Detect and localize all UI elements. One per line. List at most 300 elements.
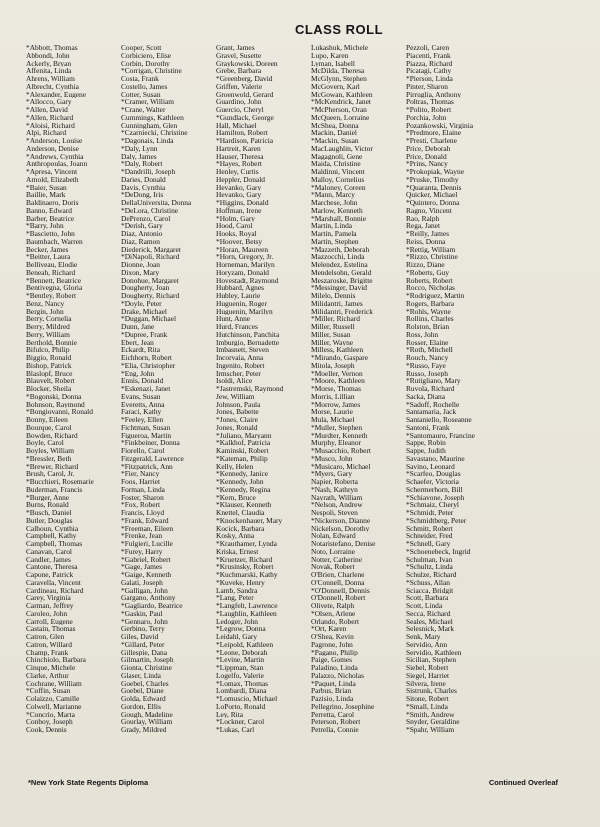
student-name: Evans, Susan — [121, 392, 161, 401]
student-name: Secca, Richard — [406, 609, 451, 618]
student-name: Huguenin, Roger — [216, 299, 267, 308]
student-name: *Spahr, William — [406, 726, 455, 734]
student-name: *Prins, Nancy — [406, 160, 448, 168]
student-name: *Horan, Maureen — [216, 245, 269, 254]
student-name: Calhoun, Cynthia — [26, 524, 79, 533]
student-name: Hood, Carol — [216, 222, 253, 230]
student-name: Sciacca, Bridgit — [406, 586, 454, 595]
student-name: Berry, William — [26, 330, 70, 339]
student-name: Jones, Babette — [216, 408, 259, 416]
student-name: Senk, Mary — [406, 633, 441, 641]
student-name: *Coffin, Susan — [26, 687, 71, 695]
student-name: *Lockner, Carol — [216, 718, 265, 726]
student-name: *Burger, Anne — [26, 493, 70, 502]
student-name: Berthold, Bonnie — [26, 338, 77, 347]
student-name: Grant, James — [216, 44, 255, 52]
student-name: *Higgins, Donald — [216, 199, 269, 207]
student-name: Rocco, Nicholas — [406, 284, 455, 292]
student-name: *Musicaro, Michael — [311, 462, 371, 471]
student-name: McGovern, Karl — [311, 82, 360, 91]
student-name: DellaUniversita, Donna — [121, 199, 192, 207]
student-name: O'Donnell, Robert — [311, 594, 366, 602]
student-name: Ahrens, William — [26, 75, 75, 83]
student-name: *Kateman, Philip — [216, 454, 268, 463]
student-name: Colwell, Marianne — [26, 702, 82, 711]
student-name: Gravel, Susette — [216, 51, 262, 60]
student-name: *Bucchieri, Rosemarie — [26, 478, 94, 486]
student-name: Scott, Linda — [406, 602, 443, 610]
student-name: *Concrio, Marta — [26, 710, 75, 719]
student-name: Hauser, Theresa — [216, 152, 264, 161]
student-name: *Beitter, Laura — [26, 253, 71, 261]
student-name: *Paquet, Linda — [311, 679, 356, 688]
student-name: Schulze, Richard — [406, 571, 457, 579]
student-name: Milidantri, James — [311, 299, 363, 308]
student-name: *DiNapoli, Richard — [121, 253, 180, 261]
student-name: *Fitzpatrick, Ann — [121, 462, 173, 471]
student-name: *Mackin, Susan — [311, 137, 359, 145]
student-name: Costello, James — [121, 82, 168, 91]
student-name: Gargano, Anthony — [121, 594, 176, 602]
student-name: *Miller, Richard — [311, 315, 360, 323]
student-name: Lukashuk, Michele — [311, 44, 369, 52]
name-column — [216, 44, 310, 734]
student-name: Knettel, Claudia — [216, 509, 265, 517]
student-name: *Brewer, Richard — [26, 462, 79, 471]
student-name: *Abbott, Thomas — [26, 44, 78, 52]
student-name: Dionne, Joan — [121, 261, 160, 269]
student-name: Canavan, Carol — [26, 547, 72, 556]
student-name: Glaser, Linda — [121, 671, 161, 680]
student-name: *Marshall, Bonnie — [311, 214, 367, 223]
student-name: Candler, James — [26, 555, 71, 564]
student-name: Dixon, Mary — [121, 268, 160, 277]
student-name: *Krauthamer, Lynda — [216, 540, 277, 548]
student-name: DePrenzo, Carol — [121, 214, 171, 223]
student-name: Baldinaero, Doris — [26, 199, 79, 207]
student-name: *Muller, Stephen — [311, 423, 363, 432]
student-name: Guardino, John — [216, 98, 262, 106]
student-name: *Nickerson, Dianne — [311, 516, 371, 525]
student-name: Grady, Mildred — [121, 726, 167, 734]
student-name: Butler, Douglas — [26, 516, 73, 525]
name-column — [121, 44, 215, 734]
student-name: Barber, Beatrice — [26, 214, 75, 223]
student-name: *Galligan, John — [121, 586, 168, 595]
student-name: *Hoover, Betsy — [216, 237, 263, 246]
student-name: Heppler, Donald — [216, 175, 265, 184]
student-name: Peterson, Robert — [311, 718, 361, 726]
student-name: *Dandrilli, Joseph — [121, 168, 176, 176]
student-name: Foos, Harriet — [121, 478, 160, 486]
student-name: *Allen, Richard — [26, 113, 74, 122]
student-name: Perretta, Carol — [311, 710, 355, 719]
student-name: Martin, Stephen — [311, 237, 359, 246]
student-name: *Schnell, Gary — [406, 540, 451, 548]
student-name: *Knockenhauer, Mary — [216, 516, 283, 525]
student-name: *Bressler, Beth — [26, 454, 72, 463]
student-name: *McPherson, Oran — [311, 106, 367, 114]
student-name: Porchia, John — [406, 113, 447, 122]
student-name: Dougherty, Joan — [121, 284, 170, 292]
student-name: Foster, Sharon — [121, 493, 164, 502]
student-name: Miller, Russell — [311, 323, 355, 331]
student-name: Griffen, Valerie — [216, 82, 263, 91]
student-name: Graykowski, Doreen — [216, 59, 278, 68]
student-name: Sistrunk, Charles — [406, 687, 457, 695]
student-name: Rouch, Nancy — [406, 354, 449, 362]
student-name: *Smith, Andrew — [406, 710, 455, 719]
student-name: Isoldi, Alice — [216, 377, 253, 385]
student-name: Maida, Christine — [311, 160, 361, 168]
student-name: Santamaria, Jack — [406, 408, 457, 416]
student-name: Daries, Donald — [121, 175, 166, 184]
student-name: Rollins, Charles — [406, 315, 454, 323]
student-name: *Leone, Deborah — [216, 648, 268, 657]
student-name: Arnold, Elizabeth — [26, 175, 79, 184]
student-name: Hamilton, Robert — [216, 129, 268, 137]
student-name: *Daly, Lynn — [121, 144, 158, 153]
student-name: Ingenito, Robert — [216, 361, 265, 370]
student-name: Cardineau, Richard — [26, 586, 84, 595]
student-name: Pellegrino, Josephine — [311, 702, 375, 711]
student-name: Gillespie, Dana — [121, 648, 167, 657]
student-name: Scott, Barbara — [406, 594, 449, 602]
student-name: Bentivegna, Gloria — [26, 284, 83, 292]
student-name: *Schuss, Allan — [406, 578, 450, 587]
student-name: Diaz, Ramon — [121, 237, 160, 246]
student-name: Marchese, John — [311, 199, 358, 207]
student-name: Eichhorn, Robert — [121, 354, 172, 362]
student-name: Price, Deborah — [406, 144, 451, 153]
student-name: Carey, Virginia — [26, 594, 71, 602]
student-name: *Leipold, Kathleen — [216, 640, 274, 649]
student-name: Quicker, Michael — [406, 191, 458, 199]
student-name: Campbell, Thomas — [26, 540, 83, 548]
student-name: Logelfo, Valerie — [216, 671, 264, 680]
student-name: Alpi, Richard — [26, 129, 67, 137]
student-name: Berry, Cornelia — [26, 315, 72, 323]
name-column — [26, 44, 120, 734]
student-name: Pazisio, Linda — [311, 695, 354, 703]
student-name: *Rettig, William — [406, 245, 456, 254]
student-name: Lyman, Isabell — [311, 59, 355, 68]
student-name: Chinchiolo, Barbara — [26, 656, 86, 664]
student-name: Groenwold, Gerard — [216, 90, 274, 99]
student-name: Affenita, Linda — [26, 67, 72, 75]
student-name: *Murdter, Kenneth — [311, 431, 368, 440]
student-name: *Olsen, Arlene — [311, 609, 356, 618]
student-name: *Jastremski, Raymond — [216, 385, 284, 393]
student-name: *Predmore, Elaine — [406, 129, 462, 137]
student-name: Siebel, Robert — [406, 664, 449, 672]
student-name: *Elia, Christopher — [121, 361, 176, 370]
student-name: *Musacchio, Robert — [311, 447, 371, 455]
student-name: *Rutigliano, Mary — [406, 377, 461, 385]
student-name: Snyder, Geraldine — [406, 718, 460, 726]
student-name: Cinque, Michele — [26, 664, 76, 672]
student-name: *Presti, Charlene — [406, 137, 457, 145]
student-name: Cummings, Kathleen — [121, 113, 184, 122]
student-name: McDilda, Theresa — [311, 67, 365, 75]
student-name: Cotter, Susan — [121, 90, 161, 99]
student-name: *DeLora, Christine — [121, 206, 179, 215]
student-name: Corbin, Dorothy — [121, 59, 170, 68]
student-name: Nespoli, Steven — [311, 509, 358, 517]
student-name: *Kennedy, John — [216, 478, 264, 486]
student-name: Dougherty, Richard — [121, 292, 180, 300]
student-name: Fiorello, Carol — [121, 447, 165, 455]
student-name: Santoni, Frank — [406, 423, 450, 432]
student-name: McQueen, Lorraine — [311, 113, 370, 122]
student-name: *Gabriel, Robert — [121, 555, 171, 564]
student-name: Carroll, Eugene — [26, 617, 73, 626]
student-name: *Eskenazi, Janet — [121, 385, 171, 393]
student-name: Rao, Ralph — [406, 214, 440, 223]
student-name: Belliveau, Elodie — [26, 261, 78, 269]
student-name: *Kuveke, Henry — [216, 578, 265, 587]
student-name: Ebert, Jean — [121, 338, 154, 347]
student-name: *Schmaiz, Cheryl — [406, 501, 459, 509]
name-column — [406, 44, 500, 734]
student-name: Rosser, Elaine — [406, 338, 449, 347]
student-name: Picatagi, Cathy — [406, 67, 452, 75]
student-name: *McKendrick, Janet — [311, 98, 371, 106]
student-name: Figueroa, Martin — [121, 431, 172, 440]
student-name: Berry, Mildred — [26, 323, 70, 331]
student-name: *Ort, Karen — [311, 625, 347, 633]
student-name: *Lang, Peter — [216, 594, 254, 602]
student-name: Gionta, Christine — [121, 664, 172, 672]
student-name: Schermerhorn, Bill — [406, 485, 463, 494]
student-name: Huguenin, Marilyn — [216, 307, 273, 316]
student-name: Goebel, Diane — [121, 687, 164, 695]
student-name: Melendez, Estelina — [311, 261, 368, 269]
student-name: Notaristefano, Denise — [311, 540, 376, 548]
student-name: *Pierson, Linda — [406, 75, 453, 83]
student-name: *Cramer, William — [121, 98, 175, 106]
student-name: *Frenke, Jean — [121, 532, 163, 540]
student-name: Novak, Robert — [311, 563, 355, 571]
student-name: *Apresa, Vincent — [26, 168, 78, 176]
student-name: Mackin, Daniel — [311, 129, 357, 137]
student-name: Albrecht, Cynthia — [26, 82, 79, 91]
student-name: McGlynn, Stephen — [311, 75, 367, 83]
student-name: Horneman, Marilyn — [216, 261, 275, 269]
student-name: *Lomuscio, Michael — [216, 695, 278, 703]
student-name: *Greenberg, David — [216, 75, 273, 83]
student-name: *Eng, John — [121, 369, 155, 378]
student-name: Parbus, Brian — [311, 687, 352, 695]
student-name: Miller, Wayne — [311, 338, 354, 347]
student-name: Mula, Michael — [311, 416, 355, 424]
student-name: Poltras, Thomas — [406, 98, 454, 106]
continued-note: Continued Overleaf — [488, 778, 558, 787]
student-name: Guercio, Cheryl — [216, 106, 264, 114]
student-name: Schaefer, Victoria — [406, 478, 459, 486]
student-name: *Holm, Gary — [216, 214, 255, 223]
student-name: Caravella, Vincent — [26, 578, 81, 587]
student-name: Fichtman, Susan — [121, 423, 171, 432]
student-name: LoPorto, Ronald — [216, 702, 266, 711]
student-name: Golda, Edward — [121, 695, 166, 703]
student-name: Sappe, Robin — [406, 439, 446, 447]
student-name: *Santomauro, Francine — [406, 431, 475, 440]
student-name: *Pruske, Timothy — [406, 175, 459, 184]
student-name: Kelly, Helen — [216, 462, 254, 471]
student-name: Schmitt, Robert — [406, 524, 453, 533]
student-name: Hubley, Laurie — [216, 292, 261, 300]
student-name: *Juliano, Maryann — [216, 431, 272, 440]
student-name: Paladino, Linda — [311, 664, 358, 672]
student-name: *Crane, Walter — [121, 106, 166, 114]
student-name: Cochrane, William — [26, 679, 82, 688]
student-name: *Sadoff, Rochelle — [406, 400, 460, 409]
student-name: Milelo, Dennis — [311, 292, 356, 300]
student-name: *Morse, Thomas — [311, 385, 361, 393]
student-name: *Busch, Daniel — [26, 509, 72, 517]
student-name: Notter, Catherine — [311, 555, 363, 564]
student-name: *Doyle, Peter — [121, 299, 162, 308]
student-name: *Russo, Faye — [406, 361, 446, 370]
student-name: Hall, Michael — [216, 121, 257, 130]
student-name: *Nelson, Andrew — [311, 501, 363, 509]
student-name: *Small, Linda — [406, 702, 448, 711]
student-name: Savino, Leonard — [406, 462, 455, 471]
student-name: Hartreit, Karen — [216, 144, 261, 153]
student-name: *Finkbeiner, Donna — [121, 439, 180, 447]
student-name: *Duggan, Michael — [121, 315, 177, 323]
student-name: Malloy, Cornelius — [311, 175, 365, 184]
student-name: Conboy, Joseph — [26, 718, 73, 726]
student-name: Abbondi, John — [26, 51, 70, 60]
student-name: *Bongiovanni, Ronald — [26, 408, 93, 416]
student-name: *Bennett, Beatrice — [26, 276, 81, 285]
student-name: Miller, Susan — [311, 330, 351, 339]
student-name: Cantone, Theresa — [26, 563, 78, 571]
student-name: Piazza, Richard — [406, 59, 453, 68]
student-name: Galati, Joseph — [121, 578, 163, 587]
student-name: Kosky, Anna — [216, 532, 255, 540]
student-name: Martin, Pamela — [311, 230, 357, 238]
student-name: *Fox, Robert — [121, 501, 161, 509]
student-name: Bowden, Richard — [26, 431, 78, 440]
student-name: *Rodriguez, Martin — [406, 292, 465, 300]
student-name: Servidio, Kathleen — [406, 648, 462, 657]
student-name: Lamb, Sandra — [216, 586, 258, 595]
student-name: *Freeman, Eileen — [121, 524, 174, 533]
student-name: Forman, Linda — [121, 485, 165, 494]
student-name: Leidahl, Gary — [216, 633, 258, 641]
student-name: Giles, David — [121, 633, 159, 641]
student-name: Mitola, Joseph — [311, 361, 355, 370]
student-name: O'Shea, Kevin — [311, 633, 354, 641]
student-name: *Quaranta, Dennis — [406, 183, 462, 192]
student-name: *Reilly, James — [406, 230, 450, 238]
student-name: *Mirando, Gaspare — [311, 354, 369, 362]
student-name: *Krusinsky, Robert — [216, 563, 274, 571]
student-name: Nolan, Edward — [311, 532, 356, 540]
student-name: Palazzo, Nicholas — [311, 671, 364, 680]
student-name: Henley, Curtis — [216, 168, 259, 176]
student-name: Carman, Jeffrey — [26, 602, 74, 610]
student-name: *DeDong, Iris — [121, 191, 164, 199]
student-name: *Mazzeth, Deborah — [311, 245, 370, 254]
student-name: Gilmartin, Joseph — [121, 656, 174, 664]
student-name: Irmscher, Peter — [216, 369, 261, 378]
student-name: Baumbach, Warren — [26, 237, 83, 246]
student-name: *Schultz, Linda — [406, 563, 453, 571]
student-name: Davis, Cynthia — [121, 183, 166, 192]
student-name: *Gennaro, John — [121, 617, 168, 626]
student-name: Cooper, Scott — [121, 44, 162, 52]
student-name: Buderman, Francis — [26, 485, 83, 494]
student-name: *Frank, Edward — [121, 516, 169, 525]
student-name: Marlow, Kenneth — [311, 206, 363, 215]
student-name: Biggio, Ronald — [26, 354, 72, 362]
student-name: Rogers, Barbara — [406, 299, 455, 308]
student-name: Sappe, Judith — [406, 447, 446, 455]
student-name: Everetts, Anna — [121, 400, 165, 409]
student-name: *Allocco, Gary — [26, 98, 72, 106]
student-name: Kaminski, Robert — [216, 447, 269, 455]
student-name: *Gage, James — [121, 563, 163, 571]
student-name: McShea, Donna — [311, 121, 359, 130]
student-name: *O'Donnell, Dennis — [311, 586, 370, 595]
student-name: Ross, John — [406, 330, 439, 339]
student-name: *Roberts, Guy — [406, 268, 450, 277]
student-name: Dunn, Jane — [121, 323, 155, 331]
student-name: *Bogonski, Donna — [26, 392, 82, 401]
student-name: *Corrigan, Christine — [121, 67, 182, 75]
student-name: Brush, Carol, Jr. — [26, 470, 75, 478]
student-name: Hurd, Frances — [216, 323, 258, 331]
student-name: Ennis, Donald — [121, 377, 164, 385]
student-name: Hutchinson, Panchita — [216, 330, 280, 339]
student-name: Fitzgerald, Lawrence — [121, 454, 184, 463]
student-name: *Pagano, Philip — [311, 648, 358, 657]
student-name: Hooks, Royal — [216, 230, 257, 238]
student-name: Rega, Janet — [406, 222, 441, 230]
student-name: *Scarfeo, Douglas — [406, 470, 461, 478]
student-name: Baillie, Mark — [26, 191, 66, 199]
student-name: *Derish, Gary — [121, 222, 163, 230]
student-name: Napier, Roberta — [311, 478, 358, 486]
student-name: Drake, Michael — [121, 307, 167, 316]
student-name: Piacenti, Frank — [406, 51, 451, 60]
student-name: *Mann, Marcy — [311, 191, 355, 199]
student-name: *Polito, Robert — [406, 106, 452, 114]
student-name: *Lukas, Carl — [216, 726, 255, 734]
student-name: Hoffman, Irene — [216, 206, 262, 215]
student-name: *Schoenebeck, Ingrid — [406, 547, 471, 556]
student-name: *Dupree, Frank — [121, 330, 168, 339]
student-name: Castain, Thomas — [26, 625, 76, 633]
student-name: MacLaughlin, Victor — [311, 144, 373, 153]
student-name: *Aloisi, Richard — [26, 121, 75, 130]
student-name: Maldinni, Vincent — [311, 168, 365, 176]
student-name: *Kuchmarski, Kathy — [216, 571, 278, 579]
student-name: Donohue, Margaret — [121, 276, 179, 285]
student-name: *Dagonais, Linda — [121, 137, 174, 145]
student-name: Servidio, Ann — [406, 640, 448, 649]
student-name: Santaniello, Roseanne — [406, 416, 472, 424]
student-name: *Rohls, Wayne — [406, 307, 451, 316]
name-columns — [26, 44, 592, 734]
student-name: Meszaroske, Brigitte — [311, 276, 373, 285]
student-name: Ledoger, John — [216, 617, 258, 626]
student-name: Goebel, Charles — [121, 679, 169, 688]
